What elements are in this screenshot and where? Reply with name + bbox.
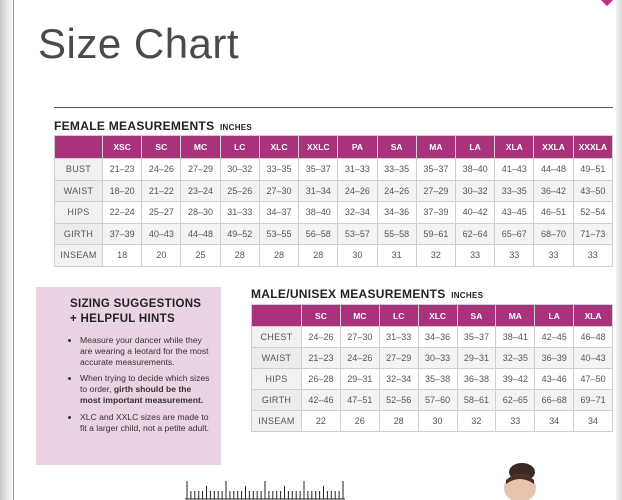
table-cell: 40–43 [574, 348, 613, 369]
row-label: WAIST [252, 348, 302, 369]
table-cell: 30–32 [455, 180, 494, 202]
female-measurements-table [54, 135, 613, 267]
hint-item [80, 373, 211, 405]
page-frame-right [616, 0, 622, 500]
table-cell: 44–48 [181, 223, 220, 245]
table-cell: 32 [416, 245, 455, 267]
table-cell: 56–58 [299, 223, 338, 245]
table-cell: 24–26 [142, 159, 181, 181]
size-column-header: XXLC [299, 136, 338, 159]
male-section-title [251, 287, 483, 301]
hint-item: • Measure your dancer while they are wearing a leotard for the most accurate measurements. [80, 335, 211, 367]
row-label: INSEAM [252, 411, 302, 432]
table-cell: 21–22 [142, 180, 181, 202]
table-cell: 33 [455, 245, 494, 267]
table-cell: 32–34 [338, 202, 377, 224]
size-column-header: MC [340, 305, 379, 327]
size-column-header: XXXLA [573, 136, 612, 159]
table-cell: 53–57 [338, 223, 377, 245]
table-cell: 53–55 [259, 223, 298, 245]
table-cell: 33–35 [495, 180, 534, 202]
table-cell: 27–30 [259, 180, 298, 202]
table-cell: 30–32 [220, 159, 259, 181]
male-title-text: MALE/UNISEX MEASUREMENTS [251, 287, 446, 301]
table-cell: 28 [220, 245, 259, 267]
row-label: HIPS [252, 369, 302, 390]
size-column-header: XLA [574, 305, 613, 327]
row-label: GIRTH [55, 223, 103, 245]
row-label: WAIST [55, 180, 103, 202]
row-label: GIRTH [252, 390, 302, 411]
table-cell: 42–45 [535, 327, 574, 348]
table-cell: 31–33 [338, 159, 377, 181]
table-cell: 24–26 [340, 348, 379, 369]
hint-item: • XLC and XXLC sizes are made to fit a larger child, not a petite adult. [80, 412, 211, 434]
table-cell: 55–58 [377, 223, 416, 245]
table-cell: 59–61 [416, 223, 455, 245]
row-label: BUST [55, 159, 103, 181]
table-cell: 33 [573, 245, 612, 267]
size-column-header: SA [457, 305, 496, 327]
row-label: CHEST [252, 327, 302, 348]
table-cell: 40–42 [455, 202, 494, 224]
table-cell: 21–23 [302, 348, 341, 369]
size-column-header: MA [496, 305, 535, 327]
measuring-tape-icon [185, 474, 345, 500]
size-column-header: MA [416, 136, 455, 159]
table-cell: 57–60 [418, 390, 457, 411]
table-cell: 24–26 [302, 327, 341, 348]
size-column-header: XLA [495, 136, 534, 159]
table-cell: 69–71 [574, 390, 613, 411]
table-cell: 29–31 [340, 369, 379, 390]
table-cell: 26 [340, 411, 379, 432]
table-cell: 28–30 [181, 202, 220, 224]
table-row [252, 411, 613, 432]
table-cell: 35–37 [299, 159, 338, 181]
size-column-header: PA [338, 136, 377, 159]
table-cell: 30 [418, 411, 457, 432]
table-cell: 46–48 [574, 327, 613, 348]
table-cell: 68–70 [534, 223, 573, 245]
table-row [252, 327, 613, 348]
table-cell: 33–35 [377, 159, 416, 181]
table-cell: 31 [377, 245, 416, 267]
size-column-header: XXLA [534, 136, 573, 159]
table-cell: 25–26 [220, 180, 259, 202]
table-cell: 21–23 [103, 159, 142, 181]
table-cell: 43–46 [535, 369, 574, 390]
table-cell: 28 [259, 245, 298, 267]
table-cell: 36–39 [535, 348, 574, 369]
table-cell: 27–30 [340, 327, 379, 348]
table-cell: 25 [181, 245, 220, 267]
table-cell: 37–39 [416, 202, 455, 224]
table-cell: 35–38 [418, 369, 457, 390]
table-cell: 24–26 [377, 180, 416, 202]
table-cell: 28 [299, 245, 338, 267]
size-column-header: SA [377, 136, 416, 159]
table-cell: 33 [495, 245, 534, 267]
row-label: HIPS [55, 202, 103, 224]
hint-text: When trying to decide which sizes to order, [80, 373, 210, 395]
table-cell: 34–36 [418, 327, 457, 348]
hints-list [46, 335, 211, 433]
table-cell: 52–54 [573, 202, 612, 224]
table-cell: 23–24 [181, 180, 220, 202]
table-cell: 52–56 [379, 390, 418, 411]
table-row [252, 348, 613, 369]
table-cell: 20 [142, 245, 181, 267]
size-column-header: SC [302, 305, 341, 327]
table-cell: 24–26 [338, 180, 377, 202]
table-corner-cell [55, 136, 103, 159]
male-unit: INCHES [451, 291, 484, 300]
table-cell: 32–34 [379, 369, 418, 390]
table-row [252, 390, 613, 411]
table-cell: 27–29 [379, 348, 418, 369]
table-row [55, 180, 613, 202]
table-cell: 58–61 [457, 390, 496, 411]
table-cell: 49–52 [220, 223, 259, 245]
table-cell: 31–33 [220, 202, 259, 224]
table-cell: 29–31 [457, 348, 496, 369]
table-row [55, 202, 613, 224]
size-column-header: LA [535, 305, 574, 327]
table-cell: 34 [574, 411, 613, 432]
table-row [252, 369, 613, 390]
table-cell: 62–65 [496, 390, 535, 411]
hints-title-line1: SIZING SUGGESTIONS [70, 298, 202, 310]
table-cell: 18–20 [103, 180, 142, 202]
size-column-header: LC [220, 136, 259, 159]
table-cell: 65–67 [495, 223, 534, 245]
table-cell: 46–51 [534, 202, 573, 224]
table-cell: 22–24 [103, 202, 142, 224]
table-cell: 35–37 [457, 327, 496, 348]
table-cell: 47–51 [340, 390, 379, 411]
table-cell: 36–38 [457, 369, 496, 390]
table-cell: 38–40 [455, 159, 494, 181]
table-cell: 43–45 [495, 202, 534, 224]
male-measurements-table [251, 304, 613, 432]
table-cell: 38–40 [299, 202, 338, 224]
female-unit: INCHES [220, 123, 253, 132]
corner-accent [600, 0, 614, 6]
table-cell: 47–50 [574, 369, 613, 390]
size-column-header: LC [379, 305, 418, 327]
size-column-header: XLC [259, 136, 298, 159]
table-cell: 30–33 [418, 348, 457, 369]
table-cell: 32 [457, 411, 496, 432]
hint-emphasis: girth should be the most important measurement. [80, 384, 204, 405]
sizing-hints-box [36, 287, 221, 465]
table-cell: 22 [302, 411, 341, 432]
table-cell: 41–43 [495, 159, 534, 181]
table-cell: 26–28 [302, 369, 341, 390]
table-cell: 31–34 [299, 180, 338, 202]
size-column-header: MC [181, 136, 220, 159]
table-cell: 43–50 [573, 180, 612, 202]
table-cell: 37–39 [103, 223, 142, 245]
table-cell: 33 [534, 245, 573, 267]
size-column-header: LA [455, 136, 494, 159]
table-cell: 18 [103, 245, 142, 267]
table-cell: 33–35 [259, 159, 298, 181]
page-frame-left [0, 0, 12, 500]
page-title: Size Chart [38, 20, 240, 67]
table-cell: 36–42 [534, 180, 573, 202]
table-corner-cell [252, 305, 302, 327]
hints-title-line2: + HELPFUL HINTS [70, 313, 175, 325]
table-cell: 30 [338, 245, 377, 267]
table-cell: 34–37 [259, 202, 298, 224]
female-title-text: FEMALE MEASUREMENTS [54, 119, 215, 133]
table-cell: 27–29 [416, 180, 455, 202]
table-cell: 44–48 [534, 159, 573, 181]
section-divider [54, 107, 613, 108]
table-cell: 34–36 [377, 202, 416, 224]
page-frame-line [13, 0, 14, 500]
table-row [55, 245, 613, 267]
row-label: INSEAM [55, 245, 103, 267]
table-cell: 66–68 [535, 390, 574, 411]
table-cell: 28 [379, 411, 418, 432]
table-cell: 40–43 [142, 223, 181, 245]
dancer-illustration [490, 462, 550, 500]
table-row [55, 159, 613, 181]
table-cell: 39–42 [496, 369, 535, 390]
table-cell: 71–73 [573, 223, 612, 245]
table-cell: 35–37 [416, 159, 455, 181]
female-section-title [54, 119, 252, 133]
size-column-header: XSC [103, 136, 142, 159]
table-cell: 31–33 [379, 327, 418, 348]
size-column-header: SC [142, 136, 181, 159]
table-row [55, 223, 613, 245]
hints-title [70, 297, 211, 327]
table-cell: 34 [535, 411, 574, 432]
table-cell: 38–41 [496, 327, 535, 348]
table-cell: 33 [496, 411, 535, 432]
table-cell: 27–29 [181, 159, 220, 181]
table-cell: 42–46 [302, 390, 341, 411]
table-cell: 25–27 [142, 202, 181, 224]
table-cell: 32–35 [496, 348, 535, 369]
size-column-header: XLC [418, 305, 457, 327]
table-cell: 49–51 [573, 159, 612, 181]
table-cell: 62–64 [455, 223, 494, 245]
